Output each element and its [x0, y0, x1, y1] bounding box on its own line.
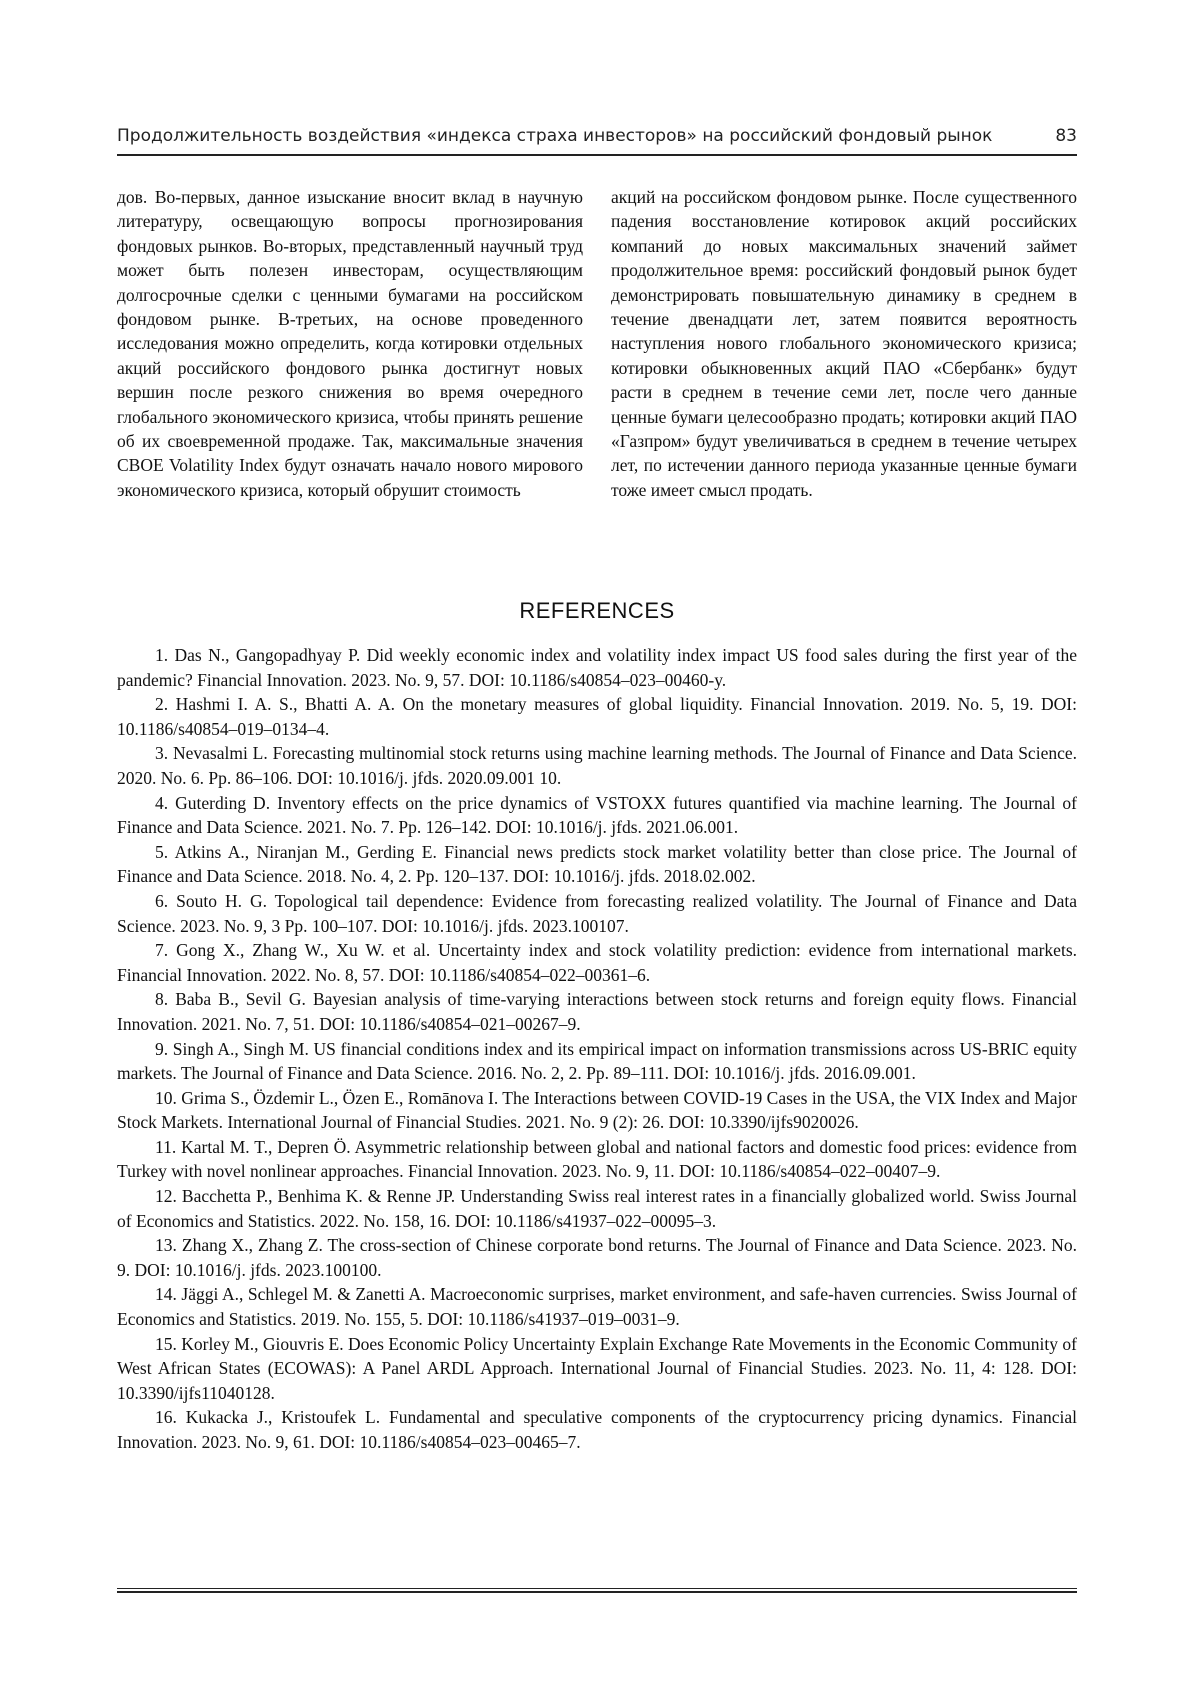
body-right-column: акций на российском фондовом рынке. После существенного падения восстановление котировок акций российских компаний до новых максимальных значений займет продолжительное время: российский фондовый рынок будет демонстрировать повышательную динамику в среднем в течение двенадцати лет, затем появится вероятность наступления нового глобального экономического кризиса; котировки обыкновенных акций ПАО «Сбербанк» будут расти в среднем в течение семи лет, после чего данные ценные бумаги целесообразно продать; котировки акций ПАО «Газпром» будут увеличиваться в среднем в течение четырех лет, по истечении данного периода указанные ценные бумаги тоже имеет смысл продать.	[611, 187, 1077, 500]
reference-item: 10. Grima S., Özdemir L., Özen E., Romānova I. The Interactions between COVID-19 Cases in the USA, the VIX Index and Major Stock Markets. International Journal of Financial Studies. 2021. No. 9 (2): 26. DOI: 10.3390/ijfs9020026.	[117, 1087, 1077, 1133]
reference-item: 7. Gong X., Zhang W., Xu W. et al. Uncertainty index and stock volatility prediction: evidence from international markets. Financial Innovation. 2022. No. 8, 57. DOI: 10.1186/s40854–022–00361–6.	[117, 940, 1077, 985]
reference-item: 14. Jäggi A., Schlegel M. & Zanetti A. Macroeconomic surprises, market environment, and safe-haven currencies. Swiss Journal of Economics and Statistics. 2019. No. 155, 5. DOI: 10.1186/s41937–019–0031–9.	[117, 1284, 1077, 1330]
reference-item: 5. Atkins A., Niranjan M., Gerding E. Financial news predicts stock market volatility better than close price. The Journal of Finance and Data Science. 2018. No. 4, 2. Pp. 120–137. DOI: 10.1016/j. jfds. 2018.02.002.	[117, 841, 1077, 887]
page-number: 83	[1055, 126, 1077, 146]
reference-item: 6. Souto H. G. Topological tail dependence: Evidence from forecasting realized volatility. The Journal of Finance and Data Science. 2023. No. 9, 3 Pp. 100–107. DOI: 10.1016/j. jfds. 2023.100107.	[117, 890, 1077, 936]
reference-item: 2. Hashmi I. A. S., Bhatti A. A. On the monetary measures of global liquidity. Financial Innovation. 2019. No. 5, 19. DOI: 10.1186/s40854–019–0134–4.	[117, 694, 1077, 739]
references-list	[117, 643, 1077, 1455]
reference-item: 16. Kukacka J., Kristoufek L. Fundamental and speculative components of the cryptocurrency pricing dynamics. Financial Innovation. 2023. No. 9, 61. DOI: 10.1186/s40854–023–00465–7.	[117, 1407, 1077, 1452]
footer-divider	[117, 1588, 1077, 1593]
reference-item: 9. Singh A., Singh M. US financial conditions index and its empirical impact on information transmissions across US-BRIC equity markets. The Journal of Finance and Data Science. 2016. No. 2, 2. Pp. 89–111. DOI: 10.1016/j. jfds. 2016.09.001.	[117, 1038, 1077, 1084]
header-divider	[117, 154, 1077, 156]
reference-item: 3. Nevasalmi L. Forecasting multinomial stock returns using machine learning methods. The Journal of Finance and Data Science. 2020. No. 6. Pp. 86–106. DOI: 10.1016/j. jfds. 2020.09.001 10.	[117, 743, 1077, 788]
body-columns	[117, 185, 1077, 502]
reference-item: 15. Korley M., Giouvris E. Does Economic Policy Uncertainty Explain Exchange Rate Movements in the Economic Community of West African States (ECOWAS): A Panel ARDL Approach. International Journal of Financial Studies. 2023. No. 11, 4: 128. DOI: 10.3390/ijfs11040128.	[117, 1333, 1077, 1403]
reference-item: 13. Zhang X., Zhang Z. The cross-section of Chinese corporate bond returns. The Journal of Finance and Data Science. 2023. No. 9. DOI: 10.1016/j. jfds. 2023.100100.	[117, 1235, 1077, 1280]
running-header	[117, 126, 1077, 154]
reference-item: 12. Bacchetta P., Benhima K. & Renne JP. Understanding Swiss real interest rates in a financially globalized world. Swiss Journal of Economics and Statistics. 2022. No. 158, 16. DOI: 10.1186/s41937–022–00095–3.	[117, 1186, 1077, 1231]
reference-item: 1. Das N., Gangopadhyay P. Did weekly economic index and volatility index impact US food sales during the first year of the pandemic? Financial Innovation. 2023. No. 9, 57. DOI: 10.1186/s40854–023–00460-y.	[117, 645, 1077, 690]
reference-item: 11. Kartal M. T., Depren Ö. Asymmetric relationship between global and national factors and domestic food prices: evidence from Turkey with novel nonlinear approaches. Financial Innovation. 2023. No. 9, 11. DOI: 10.1186/s40854–022–00407–9.	[117, 1136, 1077, 1182]
running-title: Продолжительность воздействия «индекса страха инвесторов» на российский фондовый рынок	[117, 126, 993, 146]
body-left-column: дов. Во-первых, данное изыскание вносит вклад в научную литературу, освещающую вопросы прогнозирования фондовых рынков. Во-вторых, представленный научный труд может быть полезен инвесторам, осуществляющим долгосрочные сделки с ценными бумагами на российском фондовом рынке. В-третьих, на основе проведенного исследования можно определить, когда котировки отдельных акций российского фондового рынка достигнут новых вершин после резкого снижения во время очередного глобального экономического кризиса, чтобы принять решение об их своевременной продаже. Так, максимальные значения CBOE Volatility Index будут означать начало нового мирового экономического кризиса, который обрушит стоимость	[117, 187, 583, 500]
reference-item: 8. Baba B., Sevil G. Bayesian analysis of time-varying interactions between stock returns and foreign equity flows. Financial Innovation. 2021. No. 7, 51. DOI: 10.1186/s40854–021–00267–9.	[117, 989, 1077, 1034]
reference-item: 4. Guterding D. Inventory effects on the price dynamics of VSTOXX futures quantified via machine learning. The Journal of Finance and Data Science. 2021. No. 7. Pp. 126–142. DOI: 10.1016/j. jfds. 2021.06.001.	[117, 792, 1077, 838]
references-heading: REFERENCES	[519, 598, 675, 623]
